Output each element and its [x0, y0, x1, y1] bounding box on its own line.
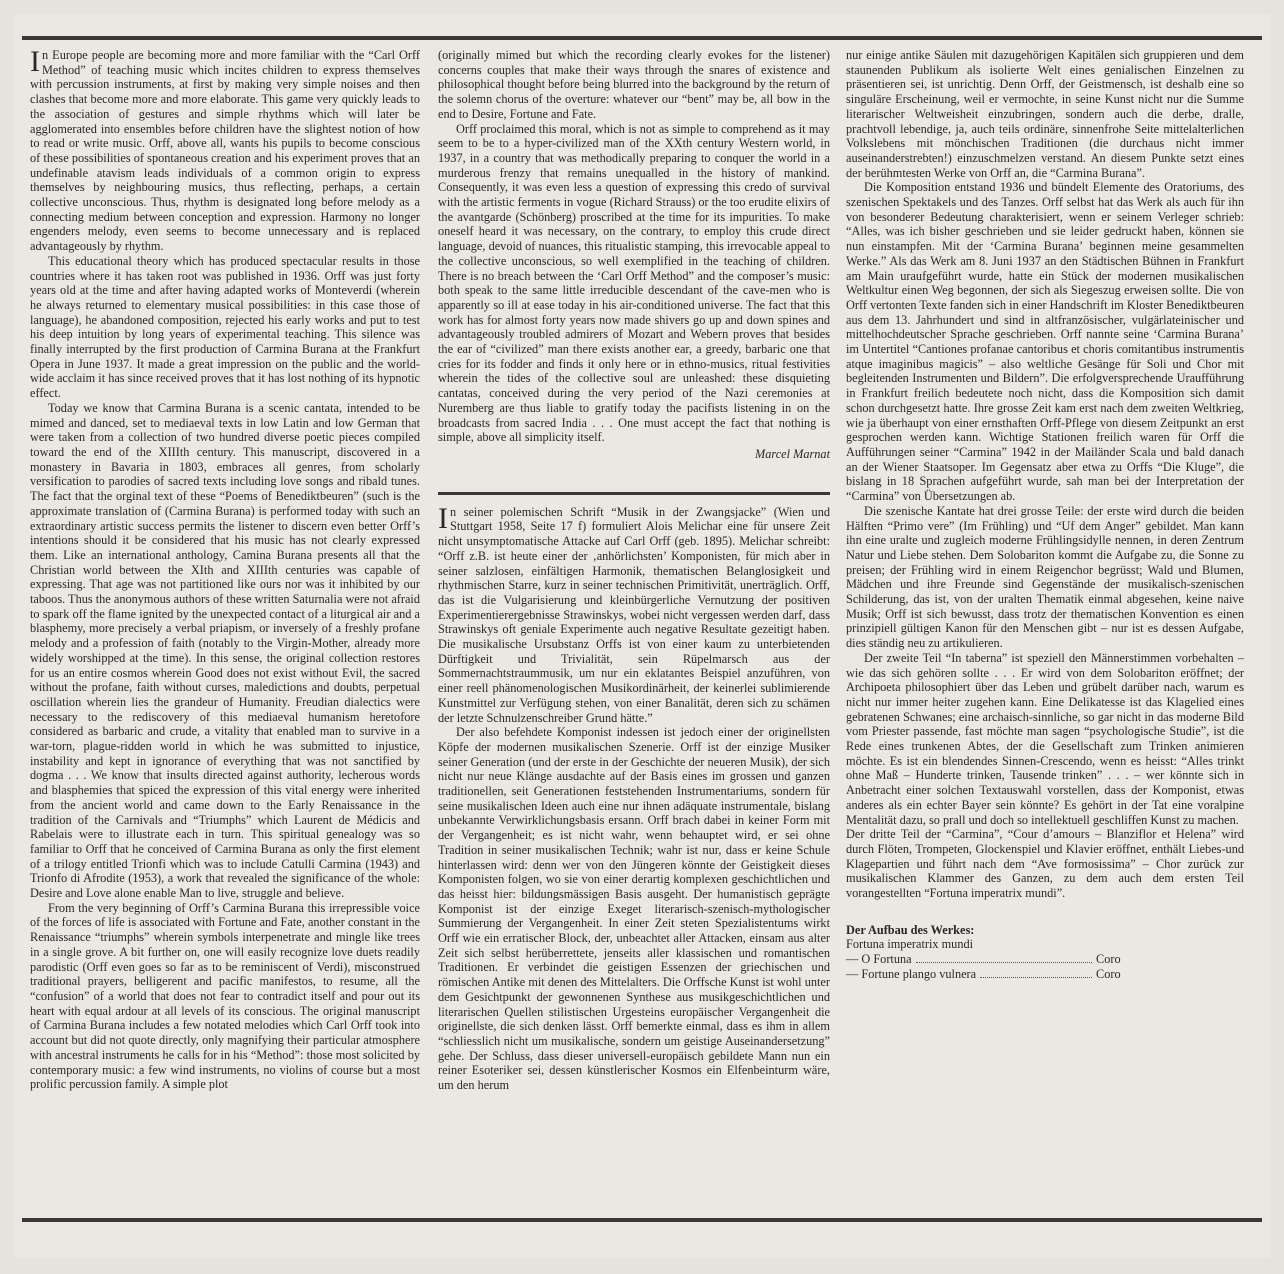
- drop-cap: I: [30, 45, 40, 78]
- track-title: — O Fortuna: [846, 952, 912, 967]
- track-role: Coro: [1096, 966, 1121, 981]
- track-row: [846, 952, 1136, 967]
- column-english-1: [30, 45, 420, 1092]
- paragraph: This educational theory which has produced spectacular results in those countries where it has taken root was published in 1936. Orff was just forty years old at the time and after having adapted works of Monteverdi (wherein he always returned to elementary musical possibilities: in this case those of language), he abandoned composition, rejected his early works and put to test his deep intuition by long years of experimental teaching. This silence was finally interrupted by the first production of Carmina Burana at the Frankfurt Opera in June 1937. It made a great impression on the public and the world-wide acclaim it has since received proves that it has lost nothing of its hypnotic effect.: [30, 253, 420, 401]
- paragraph: In seiner polemischen Schrift “Musik in der Zwangsjacke” (Wien und Stuttgart 1958, Seite 17 f) formuliert Alois Melichar eine für unsere Zeit nicht unsymptomatische Attacke auf Carl Orff (geb. 1895). Melichar schreibt: “Orff z.B. ist heute einer der ‚anhörlichsten’ Komponisten, für mich aber in seiner salzlosen, einfältigen Harmonik, thematischen Belanglosigkeit und rhythmischen Starre, kurz in seiner technischen Primitivität, unerträglich. Orff, das ist die Vulgarisierung und kleinbürgerliche Vernutzung der positiven Experimentierergebnisse Strawinskys, wobei nicht vergessen werden darf, dass Strawinskys oft geniale Experimente auch negative Resultate gezeitigt haben. Die musikalische Ursubstanz Orffs ist von einer kaum zu unterbietenden Dürftigkeit und Trivialität, sein Rüpelmarsch aus der Sommernachtstraummusik, um nur ein eklatantes Beispiel anzuführen, von einer reell phänomenologischen Musikordinärheit, der keinerlei sublimierende Kunstmittel zur Verfügung stehen, von einer Banalität, deren sich zu schämen der letzte Schnulzenschreiber Grund hätte.”: [438, 501, 830, 725]
- paragraph: Der dritte Teil der “Carmina”, “Cour d’amours – Blanziflor et Helena” wird durch Flöten, Trompeten, Glockenspiel und Klavier eröffnet, enthält Liebes-und Klagepartien und führt nach dem “Ave formosissima” – Chor zurück zur musikalischen Klammer des Ganzen, zu dem auch dem ersten Teil vorangestellten “Fortuna imperatrix mundi”.: [846, 827, 1244, 901]
- paragraph: From the very beginning of Orff’s Carmina Burana this irrepressible voice of the forces of life is associated with Fortune and Fate, another constant in the Renaissance “triumphs” wherein symbols interpenetrate and mingle like trees in a single grove. A bit further on, one will easily recognize love duets readily parodistic (Orff even goes so far as to be reminiscent of Verdi), misconstrued traditional prayers, belligerent and pacific manifestos, to resume, all the “confusion” of a world that does not fear to contradict itself and pour out its heart with equal ardour at all levels of its conscious. The original manuscript of Carmina Burana includes a few notated melodies which Carl Orff took into account but did not quote directly, only magnifying their particular atmosphere with ancestral instruments he calls for in his “Method”: those most solicited by contemporary music: a few wind instruments, no violins of course but a most prolific percussion family. A simple plot: [30, 900, 420, 1092]
- liner-notes-page: [14, 14, 1270, 1258]
- paragraph: In Europe people are becoming more and more familiar with the “Carl Orff Method” of teaching music which incites children to express themselves with percussion instruments, at first by making very simple noises and then clashes that become more and more elaborate. This game very quickly leads to the association of gestures and simple rhythms which will later be agglomerated into ensembles before children have the slightest notion of how to read or write music. Orff, above all, wants his pupils to become conscious of these possibilities of spontaneous creation and his experiment proves that an undefinable atavism leads individuals of a common origin to express themselves by neighbouring musics, thus reflecting, perhaps, a certain collective unconscious. Thus, rhythm is designated long before melody as a connecting medium between conception and expression. Harmony no longer engenders melody, even seems to become unnecessary and is replaced advantageously by rhythm.: [30, 45, 420, 254]
- paragraph: Die Komposition entstand 1936 und bündelt Elemente des Oratoriums, des szenischen Spektakels und des Tanzes. Orff selbst hat das Werk als auch für ihn von besonderer Bedeutung charakterisiert, wenn er seinem Verleger schrieb: “Alles, was ich bisher geschrieben und sie leider gedruckt haben, können sie nun einstampfen. Mit der ‘Carmina Burana’ beginnen meine gesammelten Werke.” Als das Werk am 8. Juni 1937 an den Städtischen Bühnen in Frankfurt am Main uraufgeführt wurde, hatte ein Stück der modernen musikalischen Weltkultur einen Weg begonnen, der sich als Siegeszug erweisen sollte. Die von Orff vertonten Texte fanden sich in einer Handschrift im Kloster Benediktbeuren aus dem 13. Jahrhundert und sind in altfranzösischer, vulgärlateinischer und mittelhochdeutscher Sprache geschrieben. Orff nannte seine ‘Carmina Burana’ im Untertitel “Cantiones profanae cantoribus et choris comitantibus instrumentis atque imaginibus magicis” – also weltliche Gesänge für Soli und Chor mit begleitenden Instrumenten und Bildern”. Die erfolgversprechende Uraufführung in Frankfurt freilich bedeutete noch nicht, dass die Komposition sich damit schon durchgesetzt hatte. Ihre grosse Zeit kam erst nach dem zweiten Weltkrieg, wie ja überhaupt von einer ernsthaften Orff-Pflege von diesem Zeitpunkt an erst gesprochen werden kann. Wichtige Stationen freilich waren für Orff die Aufführungen seiner “Carmina” 1942 in der Mailänder Scala und bald danach an der Wiener Staatsoper. Im Gegensatz aber etwa zu Orffs “Die Kluge”, die bislang in 18 Sprachen aufgeführt wurde, sah man bei der Interpretation der “Carmina” von Übersetzungen ab.: [846, 180, 1244, 504]
- author-signature: Marcel Marnat: [754, 446, 830, 461]
- paragraph: (originally mimed but which the recording clearly evokes for the listener) concerns couples that make their ways through the snares of existence and philosophical thought before being blurred into the background by the return of the solemn chorus of the overture: whatever our “bent” may be, all bow in the end to Desire, Fortune and Fate.: [438, 48, 830, 121]
- paragraph: Der zweite Teil “In taberna” ist speziell den Männerstimmen vorbehalten – wie das sich gehören sollte . . . Er wird von dem Solobariton eröffnet; der Archipoeta philosophiert über das Leben und grübelt darüber nach, warum es nicht nur immer heiter zugehen kann. Eine Delikatesse ist das Klagelied eines gebratenen Schwanes; eine archaisch-sinnliche, so gar nicht in das moderne Bild vom Priester passende, fast möchte man sagen “psychologische Studie”, ist die Rede eines trunkenen Abtes, der die Gesellschaft zum Trinken animieren möchte. Es ist ein blendendes Sinnen-Crescendo, wenn es heisst: “Alles trinkt ohne Maß – Hunderte trinken, Tausende trinken” . . . – wer könnte sich in Anbetracht einer solchen Textauswahl vorstellen, dass der Komponist, etwas anderes als ein echter Bayer sein könnte? Es gehört in der Tat eine voralpine Mentalität dazu, so prall und doch so intellektuell geschliffen Kunst zu machen.: [846, 650, 1244, 827]
- top-rule: [22, 36, 1262, 40]
- paragraph: Der also befehdete Komponist indessen ist jedoch einer der originellsten Köpfe der modernen musikalischen Szenerie. Orff ist der einzige Musiker seiner Generation (und der erste in der Geschichte der neueren Musik), der sich nicht nur neue Klänge ausdachte auf der Basis eines im grossen und ganzen traditionellen, seit Generationen feststehenden Instrumentariums, sondern für seine musikalischen Ideen auch eine nur ihnen adäquate instrumentale, bislang unbekannte Verwirklichungsbasis ersann. Orff brach dabei in keiner Form mit der Vergangenheit; es ist nicht wahr, wenn behauptet wird, er sei ohne Tradition in seiner musikalischen Technik; wahr ist nur, dass er keine Schule hinterlassen wird: denn wer von den Jüngeren könnte der Geistigkeit dieses Komponisten folgen, wo sie von einer derartig komplexen geschichtlichen und das heisst hier: bildungsmässigen Basis ausgeht. Der humanistisch geprägte Komponist ist der einzige Exeget literarisch-szenisch-mythologischer Summierung der Vergangenheit. In einer Zeit steten Spezialistentums wirkt Orff wie ein erratischer Block, der, unbeachtet aller Attacken, einsam aus alter Zeit sich selbst herüberrettete, jenseits aller klassischen und romantischen Traditionen. Er verbindet die geistigen Essenzen der griechischen und römischen Antike mit denen des Mittelalters. Die Orffsche Kunst ist wohl unter dem Gesichtpunkt der gewonnenen Synthese aus musikgeschichtlichen und literarischen Quellen stilistischen Urgesteins europäischer Vergangenheit die originellste, die sich denken lässt. Orff bemerkte einmal, dass es ihm in allem “schliesslich nicht um musikalische, sondern um geistige Auseinandersetzung” gehe. Der Schluss, dass dieser universell-europäisch gebildete Mann nun ein reiner Esoteriker sei, dessen künstlerischer Kosmos ein Elfenbeinturm wäre, um den herum: [438, 725, 830, 1093]
- tracklist-title: Der Aufbau des Werkes:: [846, 922, 975, 937]
- track-row: [846, 967, 1136, 982]
- paragraph: Orff proclaimed this moral, which is not as simple to comprehend as it may seem to be to a hyper-civilized man of the XXth century Western world, in 1937, in a country that was methodically preparing to conquer the world in a murderous frenzy that remains unequalled in the history of mankind. Consequently, it was even less a question of expressing this credo of survival with the artistic ferments in vogue (Richard Strauss) or the too erudite elixirs of the avantgarde (Schönberg) proscribed at the time for its impurities. To make oneself heard it was necessary, on the contrary, to employ this crude direct language, devoid of nuances, this ritualistic stamping, this irrevocable appeal to the collective unconscious, so well exemplified in the teaching of children. There is no breach between the ‘Carl Orff Method” and the composer’s music: both speak to the same little irreducible descendant of the cave-men who is apparently so ill at ease today in his air-conditioned universe. The fact that this work has for almost forty years now made shivers go up and down spines and advantageously troubled admirers of Mozart and Webern proves that besides the ear of “civilized” man there exists another ear, a greedy, barbaric one that cries for its fodder and finds it only here or in ethno-musics, ritual festivities wherein the tides of the collective soul are unleashed: these disquieting cantatas, conceived during the very period of the Nazi ceremonies at Nuremberg are thus liable to gratify today the pacifists listening in on the broadcasts from sacred India . . . One must accept the fact that nothing is simple, above all simplicity itself.: [438, 121, 830, 445]
- dot-leader: [916, 962, 1092, 963]
- paragraph: Die szenische Kantate hat drei grosse Teile: der erste wird durch die beiden Hälften “Primo vere” (Im Frühling) und “Uf dem Anger” gebildet. Man kann ihn eine uralte und zugleich moderne Frühlingsidylle nennen, in deren Zentrum Natur und Liebe stehen. Dem Solobariton kommt die Aufgabe zu, die Sonne zu preisen; der Frühling wird in einem Reigenchor begrüsst; Wald und Blumen, Mädchen und ihre Freunde sind Gegenstände der musikalisch-szenischen Schilderung, das ist, von der uralten Thematik einmal abgesehen, keine naive Musik; Orff ist sich bewusst, dass trotz der thematischen Konvention es einen prinzipiell gültigen Kanon für den Menschen gibt – nur ist es dessen Aufgabe, dies ständig neu zu artikulieren.: [846, 503, 1244, 651]
- drop-cap: I: [438, 501, 448, 535]
- column-german-right: [846, 48, 1244, 982]
- bottom-rule: [22, 1218, 1262, 1222]
- track-role: Coro: [1096, 952, 1121, 967]
- tracklist: [846, 923, 1244, 982]
- tracklist-subtitle: Fortuna imperatrix mundi: [846, 937, 974, 952]
- column-middle: [438, 48, 830, 1093]
- dot-leader: [980, 977, 1092, 978]
- paragraph: Today we know that Carmina Burana is a scenic cantata, intended to be mimed and danced, set to mediaeval texts in low Latin and low German that were taken from a collection of two hundred diverse poetic pieces compiled toward the end of the XIIIth century. This manuscript, discovered in a monastery in Bavaria in 1803, embraces all genres, from scholarly versification to parodies of sacred texts including love songs and ribald tunes. The fact that the orginal text of these “Poems of Benediktbeuren” (such is the approximate translation of (Carmina Burana) is performed today with such an extraordinary artistic success permits the listener to discern even better Orff’s intentions should it be considered that his music has not clearly expressed them. Like an international anthology, Camina Burana presents all that the Christian world between the XIth and XIIIth centuries was capable of expressing. That age was not partitioned like ours nor was it inhibited by our taboos. Thus the anonymous authors of these written Saturnalia were not afraid to spark off the flame ignited by the unexpected contact of a liturgical air and a blasphemy, more precisely a verbal priapism, or inversely of a freshly profane melody and a profession of faith (notably to the Virgin-Mother, already more widely worshipped at the time). In this sense, the original collection restores for us an entire cosmos wherein Good does not exist without Evil, the sacred without the profane, faith without curses, maledictions and doubts, perpetual oscillation wherein lies the grandeur of Humanity. Freudian dialectics were necessary to the rediscovery of this mediaeval humanism heretofore considered as barbaric and crude, a vitality that enabled man to survive in a war-torn, plague-ridden world in which he was submitted to injustice, instability and kept in ignorance of everything that was not sanctified by dogma . . . We know that insults directed against authority, lecherous words and blasphemies that spiced the expression of this vital energy were inherited from the ancient world and came down to the Early Renaissance in the tradition of the Carnivals and “Triumphs” which Laurent de Médicis and Rabelais were to illustrate each in turn. This spiritual genealogy was so familiar to Orff that he conceived of Carmina Burana as only the first element of a trilogy entitled Trionfi which was to include Catulli Carmina (1943) and Trionfo di Afrodite (1953), a work that revealed the significance of the whole: Desire and Love alone enable Man to live, struggle and believe.: [30, 400, 420, 901]
- paragraph: nur einige antike Säulen mit dazugehörigen Kapitälen sich gruppieren und dem staunenden Publikum als isolierte Welt eines genialischen Einzelnen zu präsentieren sei, ist unrichtig. Denn Orff, der Geistmensch, ist deshalb eine so singuläre Erscheinung, weil er vermochte, in seine Kunst nicht nur die Summe literarischer Weltweisheit einzubringen, sondern auch die derbe, dralle, prachtvoll lebendige, ja, auch teils ordinäre, sinnenfrohe Seite mittelalterlichen Volkslebens mit mönchischen Traditionen (die durchaus nicht immer auseinanderstrebten!) einzuschmelzen verstand. An diesem Punkte setzt eines der berühmtesten Werke von Orff an, die “Carmina Burana”.: [846, 48, 1244, 180]
- section-divider: [438, 492, 830, 495]
- track-title: — Fortune plango vulnera: [846, 966, 977, 981]
